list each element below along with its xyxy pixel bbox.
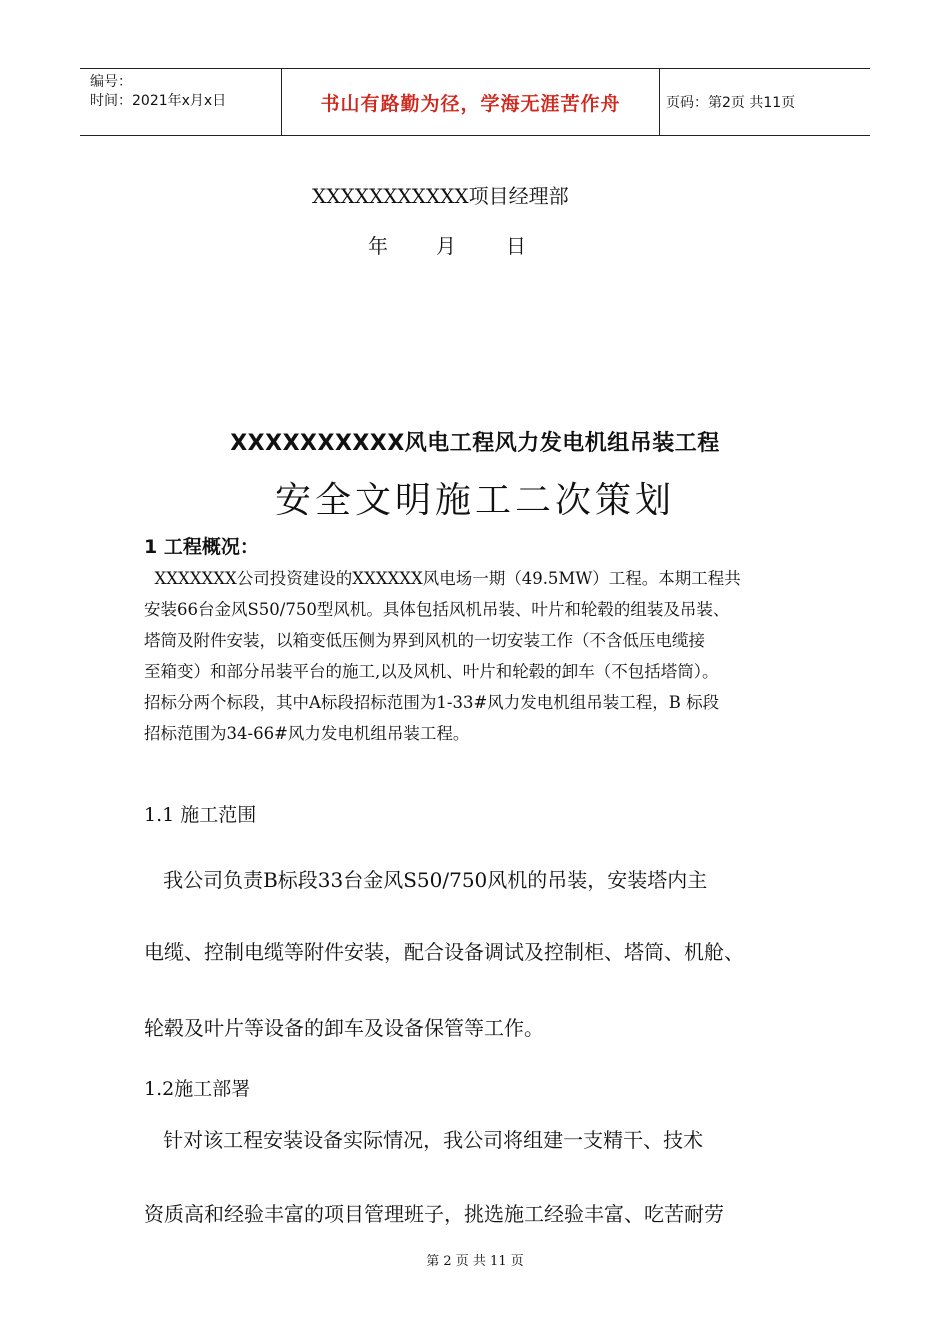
number-label: 编号：: [90, 74, 132, 90]
date-day: 日: [506, 234, 526, 258]
document-title: XXXXXXXXXX风电工程风力发电机组吊装工程: [230, 431, 720, 456]
paragraph-line: 至箱变）和部分吊装平台的施工,以及风机、叶片和轮毂的卸车（不包括塔筒）。: [144, 662, 719, 681]
paragraph-line: 招标分两个标段，其中A标段招标范围为1-33#风力发电机组吊装工程，B 标段: [144, 693, 720, 712]
header-meta: [80, 69, 282, 135]
section-heading: 1 工程概况：: [144, 536, 259, 558]
paragraph-line: 针对该工程安装设备实际情况，我公司将组建一支精干、技术: [144, 1128, 704, 1152]
subsection-heading: 1.1 施工范围: [144, 804, 257, 826]
page-header: [80, 68, 870, 136]
department-name: XXXXXXXXXXX项目经理部: [312, 184, 569, 208]
paragraph-line: 塔筒及附件安装，以箱变低压侧为界到风机的一切安装工作（不含低压电缆接: [144, 631, 705, 650]
header-motto: 书山有路勤为径，学海无涯苦作舟: [282, 69, 660, 135]
paragraph-line: 安装66台金风S50/750型风机。具体包括风机吊装、叶片和轮毂的组装及吊装、: [144, 600, 730, 619]
overview-paragraph: [144, 563, 824, 749]
paragraph-line: 资质高和经验丰富的项目管理班子，挑选施工经验丰富、吃苦耐劳: [144, 1202, 724, 1226]
date-year: 年: [368, 234, 388, 258]
paragraph-line: 轮毂及叶片等设备的卸车及设备保管等工作。: [144, 1016, 544, 1040]
date-line: [368, 230, 526, 259]
paragraph-line: 电缆、控制电缆等附件安装，配合设备调试及控制柜、塔筒、机舱、: [144, 940, 744, 964]
document-subtitle: 安全文明施工二次策划: [274, 480, 675, 521]
page-footer: 第 2 页 共 11 页: [426, 1254, 524, 1269]
time-label: 时间：2021年x月x日: [90, 93, 227, 109]
paragraph-line: 我公司负责B标段33台金风S50/750风机的吊装，安装塔内主: [144, 868, 708, 892]
date-month: 月: [436, 234, 456, 258]
header-page-info: 页码：第2页 共11页: [666, 95, 796, 111]
paragraph-line: 招标范围为34-66#风力发电机组吊装工程。: [144, 724, 470, 743]
subsection-heading: 1.2施工部署: [144, 1078, 251, 1100]
paragraph-line: XXXXXXX公司投资建设的XXXXXX风电场一期（49.5MW）工程。本期工程共: [144, 569, 741, 588]
